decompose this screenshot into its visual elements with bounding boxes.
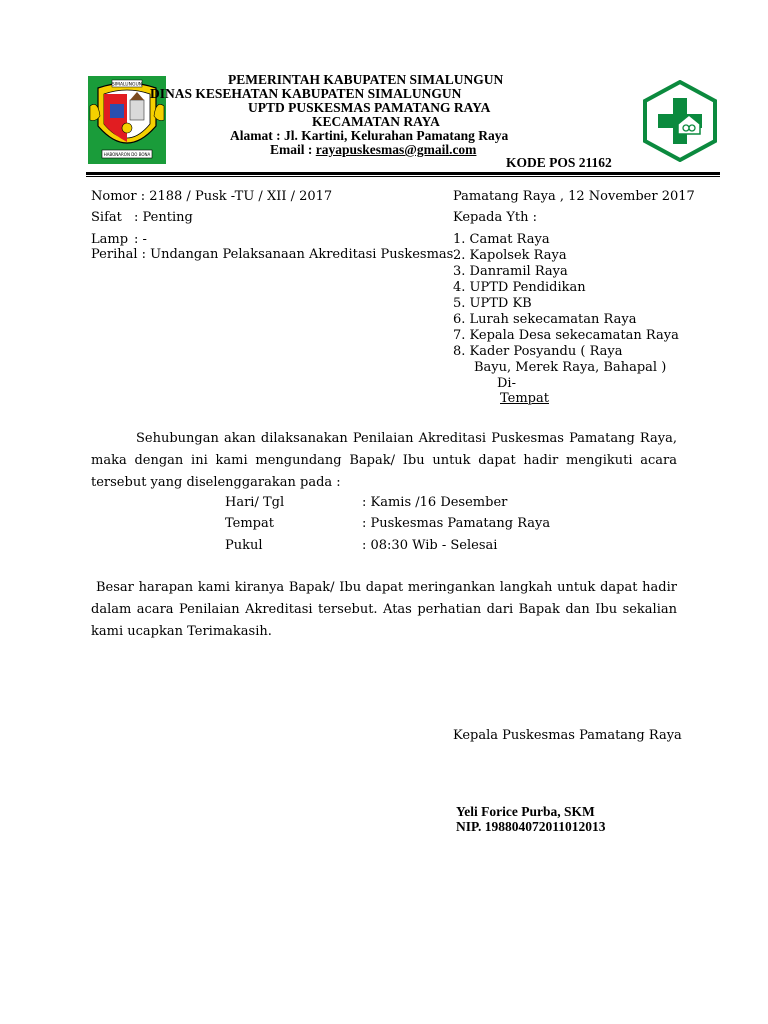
recipient-item: 7. Kepala Desa sekecamatan Raya: [453, 328, 679, 343]
recipient-heading: Kepada Yth :: [453, 210, 538, 225]
di-label: Di-: [497, 376, 516, 391]
detail-value-time: : 08:30 Wib - Selesai: [362, 538, 498, 553]
header-address: Alamat : Jl. Kartini, Kelurahan Pamatang Raya: [230, 128, 509, 143]
lamp-label: Lamp: [91, 232, 129, 247]
header-kecamatan: KECAMATAN RAYA: [312, 114, 440, 129]
signature-nip: NIP. 198804072011012013: [456, 819, 606, 834]
header-email: [270, 142, 476, 158]
email-link[interactable]: rayapuskesmas@gmail.com: [315, 142, 477, 157]
signature-name: [456, 804, 595, 820]
detail-label-time: Pukul: [225, 538, 263, 553]
recipient-item: 8. Kader Posyandu ( Raya: [453, 344, 623, 359]
header-postcode: KODE POS 21162: [506, 155, 612, 170]
header-uptd: UPTD PUSKESMAS PAMATANG RAYA: [248, 100, 491, 115]
recipient-item: 6. Lurah sekecamatan Raya: [453, 312, 637, 327]
recipient-item-continued: Bayu, Merek Raya, Bahapal ): [474, 360, 667, 375]
letter-number: Nomor : 2188 / Pusk -TU / XII / 2017: [91, 189, 333, 204]
recipient-item: 1. Camat Raya: [453, 232, 550, 247]
signature-title: Kepala Puskesmas Pamatang Raya: [453, 728, 682, 743]
email-label: Email :: [270, 142, 316, 157]
detail-value-place: : Puskesmas Pamatang Raya: [362, 516, 551, 531]
recipient-item: 5. UPTD KB: [453, 296, 532, 311]
puskesmas-logo: [642, 80, 718, 162]
lamp-value: : -: [134, 232, 147, 247]
body-paragraph-1: Sehubungan akan dilaksanakan Penilaian Akreditasi Puskesmas Pamatang Raya, maka dengan ini kami mengundang Bapak/ Ibu untuk dapat hadir mengikuti acara tersebut yang diselenggarakan pada :: [91, 431, 677, 490]
detail-label-day: Hari/ Tgl: [225, 495, 285, 510]
place-date: Pamatang Raya , 12 November 2017: [453, 189, 695, 204]
perihal: Perihal : Undangan Pelaksanaan Akreditasi Puskesmas: [91, 247, 454, 262]
sifat-label: Sifat: [91, 210, 122, 225]
header-dinas: DINAS KESEHATAN KABUPATEN SIMALUNGUN: [150, 86, 462, 101]
detail-label-place: Tempat: [225, 516, 274, 531]
recipient-item: 4. UPTD Pendidikan: [453, 280, 586, 295]
svg-text:HABONARON DO BONA: HABONARON DO BONA: [103, 152, 151, 157]
signature-name-text: Yeli Forice Purba, SKM: [456, 804, 595, 819]
header-government: PEMERINTAH KABUPATEN SIMALUNGUN: [228, 72, 504, 87]
sifat-value: : Penting: [134, 210, 193, 225]
header-rule-thin: [86, 176, 720, 177]
body-paragraph-2: Besar harapan kami kiranya Bapak/ Ibu dapat meringankan langkah untuk dapat hadir dalam acara Penilaian Akreditasi tersebut. Atas perhatian dari Bapak dan Ibu sekalian kami ucapkan Terimakasih.: [91, 580, 677, 639]
recipient-item: 3. Danramil Raya: [453, 264, 568, 279]
svg-text:SIMALUNGUN: SIMALUNGUN: [111, 82, 143, 88]
header-rule-thick: [86, 172, 720, 175]
tempat-label: Tempat: [500, 391, 549, 406]
recipient-item: 2. Kapolsek Raya: [453, 248, 567, 263]
detail-value-day: : Kamis /16 Desember: [362, 495, 508, 510]
